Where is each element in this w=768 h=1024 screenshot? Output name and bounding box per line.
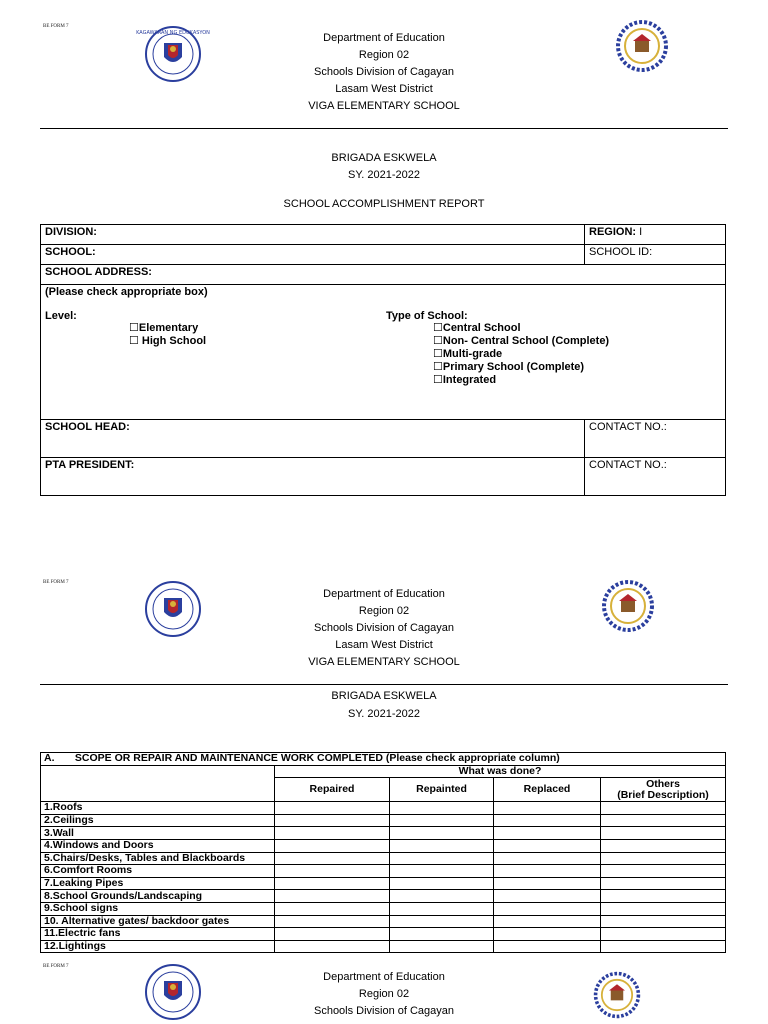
check-cell[interactable]: [601, 940, 726, 953]
what-done-header: What was done?: [275, 765, 726, 778]
item-label: 3.Wall: [41, 827, 275, 840]
form-code: BE FORM 7: [43, 580, 69, 585]
school-info-form: [40, 224, 726, 496]
form-code: BE FORM 7: [43, 964, 69, 969]
col-repaired: Repaired: [275, 778, 390, 802]
check-cell[interactable]: [275, 890, 390, 903]
table-row: [41, 877, 726, 890]
item-header: [41, 765, 275, 802]
svg-text:KAGAWARAN NG EDUKASYON: KAGAWARAN NG EDUKASYON: [136, 30, 210, 36]
checkbox-elementary[interactable]: ☐Elementary: [129, 322, 199, 334]
check-cell[interactable]: [601, 814, 726, 827]
header-department: Department of Education: [323, 32, 445, 44]
school-year: SY. 2021-2022: [348, 708, 420, 720]
check-cell[interactable]: [601, 902, 726, 915]
check-cell[interactable]: [390, 865, 494, 878]
pta-contact-field[interactable]: CONTACT NO.:: [585, 458, 726, 496]
school-field[interactable]: SCHOOL:: [41, 245, 585, 265]
repair-work-table: [40, 752, 726, 953]
header-district: Lasam West District: [335, 83, 433, 95]
item-label: 1.Roofs: [41, 802, 275, 815]
check-cell[interactable]: [390, 940, 494, 953]
school-id-field[interactable]: SCHOOL ID:: [585, 245, 726, 265]
check-cell[interactable]: [275, 915, 390, 928]
letterhead: [234, 30, 534, 115]
table-row: [41, 839, 726, 852]
check-cell[interactable]: [390, 902, 494, 915]
section-a-title: A. SCOPE OR REPAIR AND MAINTENANCE WORK COMPLETED (Please check appropriate column): [41, 753, 726, 766]
item-label: 9.School signs: [41, 902, 275, 915]
item-label: 6.Comfort Rooms: [41, 865, 275, 878]
check-cell[interactable]: [494, 877, 601, 890]
check-cell[interactable]: [601, 839, 726, 852]
check-cell[interactable]: [601, 915, 726, 928]
check-cell[interactable]: [275, 827, 390, 840]
col-repainted: Repainted: [390, 778, 494, 802]
check-cell[interactable]: [390, 852, 494, 865]
item-label: 10. Alternative gates/ backdoor gates: [41, 915, 275, 928]
check-cell[interactable]: [275, 802, 390, 815]
check-cell[interactable]: [601, 890, 726, 903]
report-title: SCHOOL ACCOMPLISHMENT REPORT: [283, 198, 485, 210]
type-options: [433, 322, 609, 387]
table-row: [41, 902, 726, 915]
school-type-section: [41, 285, 726, 420]
item-label: 12.Lightings: [41, 940, 275, 953]
header-division: Schools Division of Cagayan: [313, 1005, 455, 1017]
check-cell[interactable]: [601, 827, 726, 840]
check-cell[interactable]: [390, 814, 494, 827]
region-field[interactable]: REGION: I: [585, 225, 726, 245]
item-label: 8.School Grounds/Landscaping: [41, 890, 275, 903]
checkbox-multigrade[interactable]: ☐Multi-grade: [433, 348, 503, 360]
header-school: VIGA ELEMENTARY SCHOOL: [308, 100, 460, 112]
check-cell[interactable]: [601, 852, 726, 865]
check-cell[interactable]: [494, 852, 601, 865]
header-department: Department of Education: [323, 971, 445, 983]
header-school: VIGA ELEMENTARY SCHOOL: [308, 656, 460, 668]
checkbox-high-school[interactable]: ☐ High School: [129, 335, 207, 347]
school-logo-icon: [592, 970, 642, 1020]
check-cell[interactable]: [601, 928, 726, 941]
check-cell[interactable]: [390, 877, 494, 890]
checkbox-non-central[interactable]: ☐Non- Central School (Complete): [433, 335, 610, 347]
table-row: [41, 802, 726, 815]
check-cell[interactable]: [275, 940, 390, 953]
check-cell[interactable]: [494, 915, 601, 928]
divider: [40, 684, 728, 685]
check-cell[interactable]: [275, 865, 390, 878]
school-address-field[interactable]: SCHOOL ADDRESS:: [41, 265, 726, 285]
check-cell[interactable]: [275, 928, 390, 941]
school-head-field[interactable]: SCHOOL HEAD:: [41, 420, 585, 458]
check-cell[interactable]: [390, 802, 494, 815]
checkbox-integrated[interactable]: ☐Integrated: [433, 374, 497, 386]
check-cell[interactable]: [390, 839, 494, 852]
program-title: BRIGADA ESKWELA: [331, 152, 437, 164]
check-cell[interactable]: [494, 802, 601, 815]
check-cell[interactable]: [275, 852, 390, 865]
check-cell[interactable]: [390, 928, 494, 941]
table-row: [41, 915, 726, 928]
table-row: [41, 928, 726, 941]
check-cell[interactable]: [494, 890, 601, 903]
division-field[interactable]: DIVISION:: [41, 225, 585, 245]
level-label: Level:: [45, 310, 77, 322]
check-note: (Please check appropriate box): [45, 286, 208, 298]
check-cell[interactable]: [494, 940, 601, 953]
header-district: Lasam West District: [335, 639, 433, 651]
check-cell[interactable]: [601, 802, 726, 815]
item-label: 7.Leaking Pipes: [41, 877, 275, 890]
table-row: [41, 890, 726, 903]
item-label: 2.Ceilings: [41, 814, 275, 827]
item-label: 5.Chairs/Desks, Tables and Blackboards: [41, 852, 275, 865]
form-code: BE FORM 7: [43, 24, 69, 29]
check-cell[interactable]: [390, 915, 494, 928]
check-cell[interactable]: [494, 839, 601, 852]
check-cell[interactable]: [494, 865, 601, 878]
check-cell[interactable]: [275, 877, 390, 890]
item-label: 11.Electric fans: [41, 928, 275, 941]
check-cell[interactable]: [494, 902, 601, 915]
level-options: [129, 322, 206, 348]
check-cell[interactable]: [601, 877, 726, 890]
letterhead: [234, 969, 534, 1020]
pta-president-field[interactable]: PTA PRESIDENT:: [41, 458, 585, 496]
divider: [40, 128, 728, 129]
check-cell[interactable]: [275, 814, 390, 827]
header-region: Region 02: [358, 988, 410, 1000]
program-title: BRIGADA ESKWELA: [331, 690, 437, 702]
check-cell[interactable]: [275, 839, 390, 852]
item-label: 4.Windows and Doors: [41, 839, 275, 852]
header-region: Region 02: [358, 49, 410, 61]
check-cell[interactable]: [601, 865, 726, 878]
check-cell[interactable]: [494, 814, 601, 827]
school-year: SY. 2021-2022: [348, 169, 420, 181]
deped-seal-icon: [144, 963, 202, 1021]
header-division: Schools Division of Cagayan: [313, 66, 455, 78]
school-logo-icon: [614, 20, 670, 72]
type-label: Type of School:: [386, 310, 468, 322]
letterhead: [234, 586, 534, 671]
check-cell[interactable]: [390, 890, 494, 903]
head-contact-field[interactable]: CONTACT NO.:: [585, 420, 726, 458]
school-logo-icon: [600, 580, 656, 632]
col-others: Others (Brief Description): [601, 778, 726, 802]
checkbox-primary[interactable]: ☐Primary School (Complete): [433, 361, 585, 373]
table-row: [41, 814, 726, 827]
table-row: [41, 940, 726, 953]
header-region: Region 02: [358, 605, 410, 617]
deped-seal-icon: [136, 25, 210, 83]
table-row: [41, 852, 726, 865]
deped-seal-icon: [144, 580, 202, 638]
check-cell[interactable]: [390, 827, 494, 840]
table-row: [41, 865, 726, 878]
table-row: [41, 827, 726, 840]
header-department: Department of Education: [323, 588, 445, 600]
col-replaced: Replaced: [494, 778, 601, 802]
check-cell[interactable]: [494, 928, 601, 941]
checkbox-central[interactable]: ☐Central School: [433, 322, 521, 334]
check-cell[interactable]: [275, 902, 390, 915]
check-cell[interactable]: [494, 827, 601, 840]
header-division: Schools Division of Cagayan: [313, 622, 455, 634]
